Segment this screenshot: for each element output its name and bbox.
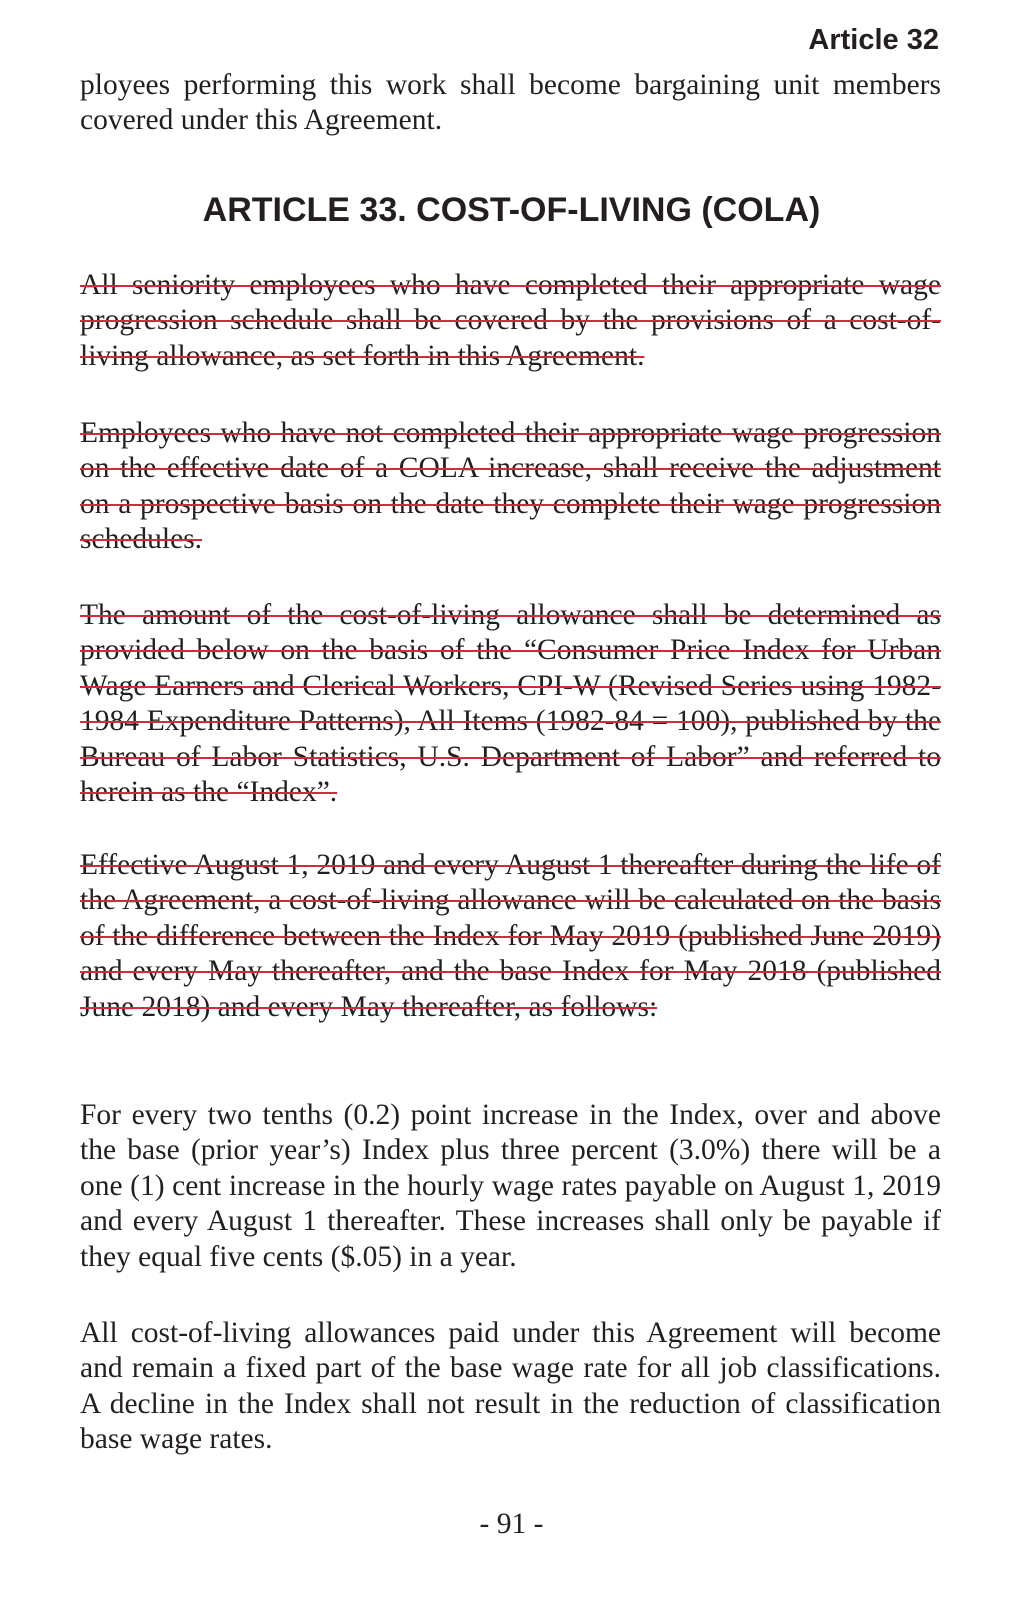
page-number: - 91 -	[479, 1508, 544, 1540]
paragraph-increase-formula: For every two tenths (0.2) point increase in the Index, over and above the base (prior year’s) Index plus three percent (3.0%) there will be a one (1) cent increase in the hourly wage rates payable on August 1, 2019 and every August 1 thereafter. These increases shall only be payable if they equal five cents ($.05) in a year.	[80, 1099, 941, 1273]
struck-paragraph-wage-progression: Employees who have not completed their appropriate wage progression on the effective date of a COLA increase, shall receive the adjustment on a prospective basis on the date they complete their wage progression schedules.	[80, 417, 941, 556]
paragraph-fixed-base-rate: All cost-of-living allowances paid under this Agreement will become and remain a fixed part of the base wage rate for all job classifications. A decline in the Index shall not result in the reduction of classification base wage rates.	[80, 1317, 941, 1456]
article-title: ARTICLE 33. COST-OF-LIVING (COLA)	[202, 191, 821, 229]
running-head: Article 32	[808, 24, 939, 56]
struck-paragraph-index-definition: The amount of the cost-of-living allowance shall be determined as provided below on the basis of the “Consumer Price Index for Urban Wage Earners and Clerical Workers, CPI-W (Revised Series using 1982-1984 Expenditure Patterns), All Items (1982-84 = 100), published by the Bureau of Labor Statistics, U.S. Department of Labor” and referred to herein as the “Index”.	[80, 599, 941, 809]
struck-paragraph-effective-date: Effective August 1, 2019 and every August 1 thereafter during the life of the Agreement, a cost-of-living allowance will be calculated on the basis of the difference between the Index for May 2019 (published June 2019) and every May thereafter, and the base Index for May 2018 (published June 2018) and every May thereafter, as follows:	[80, 849, 941, 1023]
intro-paragraph: ployees performing this work shall become bargaining unit members covered under this Agreement.	[80, 69, 941, 137]
struck-paragraph-seniority: All seniority employees who have completed their appropriate wage progression schedule shall be covered by the provisions of a cost-of-living allowance, as set forth in this Agreement.	[80, 269, 941, 372]
